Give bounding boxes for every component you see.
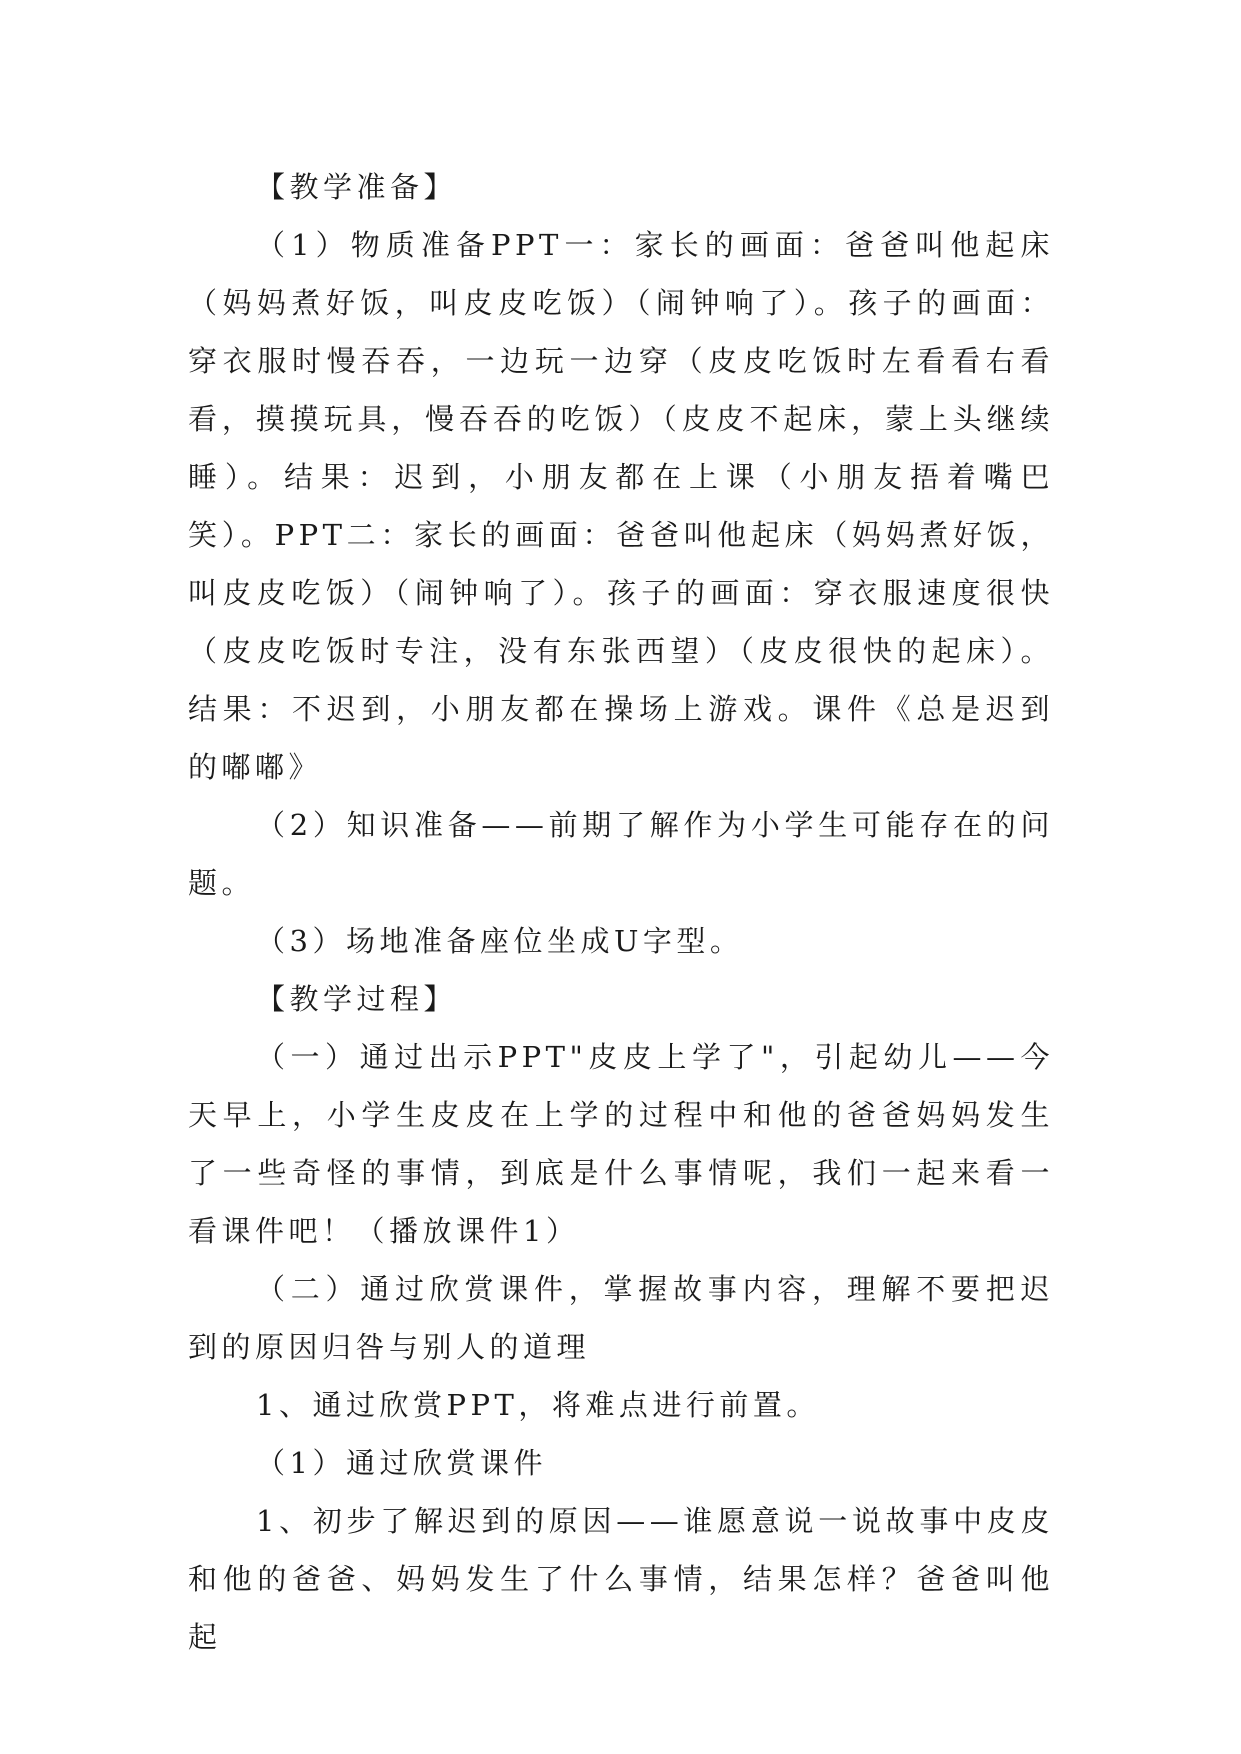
paragraph-sub-step-1-1: （1）通过欣赏课件 (256, 1446, 547, 1480)
section-heading-preparation: 【教学准备】 (256, 170, 458, 204)
paragraph-material-preparation: （1）物质准备PPT一：家长的画面：爸爸叫他起床（妈妈煮好饭，叫皮皮吃饭）（闹钟响了）。孩子的画面：穿衣服时慢吞吞，一边玩一边穿（皮皮吃饭时左看看右看看，摸摸玩具，慢吞吞的吃饭）（皮皮不起床，蒙上头继续睡）。结果：迟到，小朋友都在上课（小朋友捂着嘴巴笑）。PPT二：家长的画面：爸爸叫他起床（妈妈煮好饭，叫皮皮吃饭）（闹钟响了）。孩子的画面：穿衣服速度很快（皮皮吃饭时专注，没有东张西望）（皮皮很快的起床）。结果：不迟到，小朋友都在操场上游戏。课件《总是迟到的嘟嘟》 (188, 228, 1054, 784)
document-page (188, 158, 1054, 1666)
paragraph-venue-preparation: （3）场地准备座位坐成U字型。 (256, 924, 744, 958)
section-heading-process: 【教学过程】 (256, 982, 458, 1016)
paragraph-knowledge-preparation: （2）知识准备——前期了解作为小学生可能存在的问题。 (188, 808, 1054, 900)
paragraph-sub-step-1: 1、通过欣赏PPT，将难点进行前置。 (256, 1388, 820, 1422)
paragraph-step-one: （一）通过出示PPT"皮皮上学了"，引起幼儿——今天早上，小学生皮皮在上学的过程中和他的爸爸妈妈发生了一些奇怪的事情，到底是什么事情呢，我们一起来看一看课件吧！（播放课件1） (188, 1040, 1054, 1248)
paragraph-step-two: （二）通过欣赏课件，掌握故事内容，理解不要把迟到的原因归咎与别人的道理 (188, 1272, 1054, 1364)
paragraph-understand-reasons: 1、初步了解迟到的原因——谁愿意说一说故事中皮皮和他的爸爸、妈妈发生了什么事情，结果怎样？爸爸叫他起 (188, 1504, 1054, 1654)
